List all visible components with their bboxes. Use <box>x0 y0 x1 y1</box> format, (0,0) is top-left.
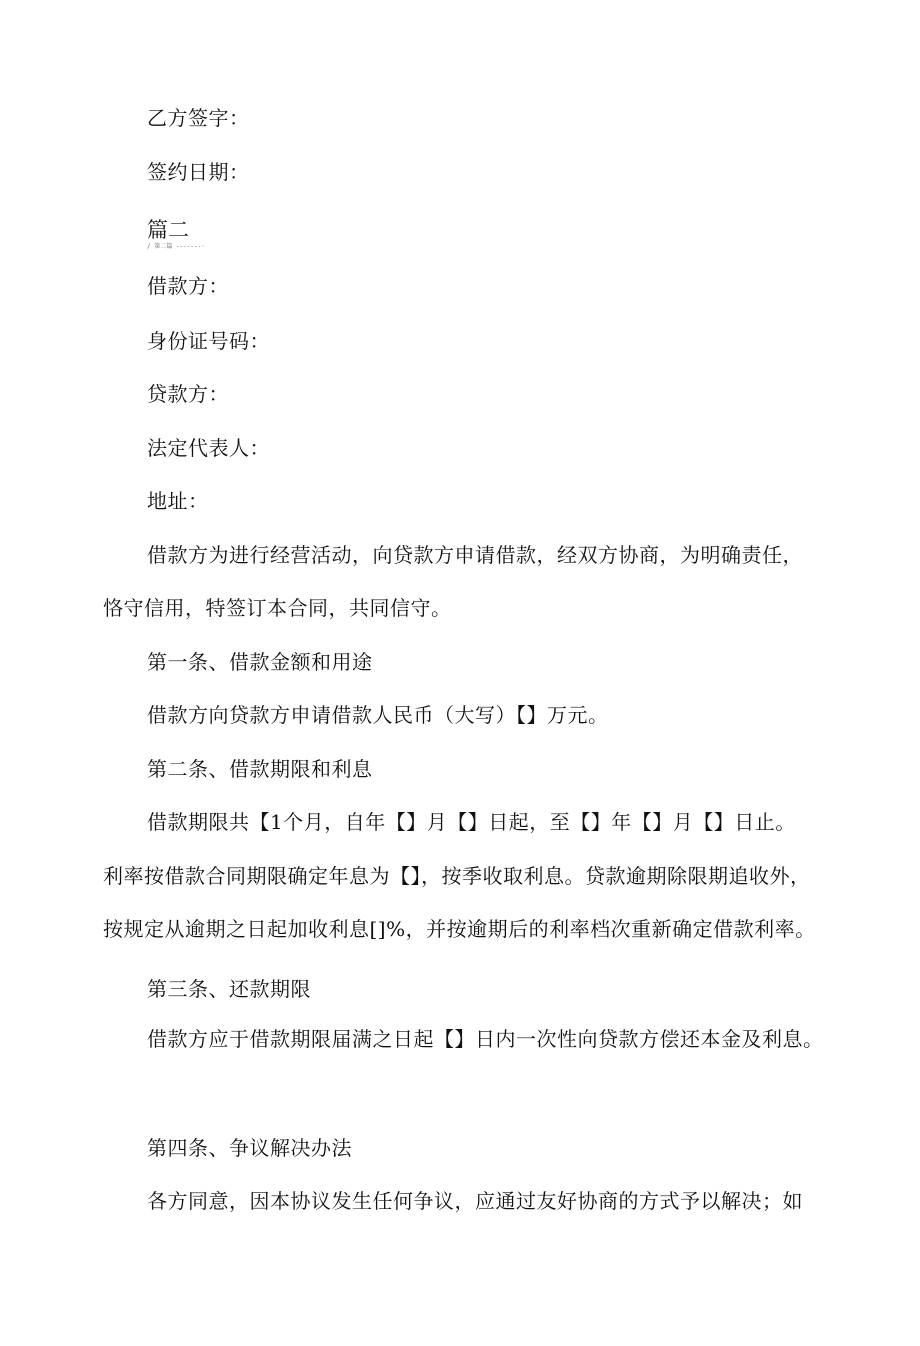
intro-paragraph-line-2: 恪守信用，特签订本合同，共同信守。 <box>103 596 452 620</box>
article-2-body-line-2: 利率按借款合同期限确定年息为【】，按季收取利息。贷款逾期除限期追收外， <box>103 864 811 888</box>
article-1-title: 第一条、借款金额和用途 <box>147 650 373 674</box>
id-number-label: 身份证号码： <box>147 329 270 353</box>
article-2-title: 第二条、借款期限和利息 <box>147 757 373 781</box>
section-heading-subtext: / 第二篇 -------· <box>147 243 205 250</box>
article-2-body-line-1: 借款期限共【1个月，自年【】月【】日起，至【】年【】月【】日止。 <box>147 810 796 834</box>
article-4-title: 第四条、争议解决办法 <box>147 1136 352 1160</box>
article-3-title: 第三条、还款期限 <box>147 977 311 1001</box>
address-label: 地址： <box>147 489 209 513</box>
borrower-label: 借款方： <box>147 274 229 298</box>
article-4-body-line-1: 各方同意，因本协议发生任何争议，应通过友好协商的方式予以解决；如 <box>147 1189 803 1213</box>
legal-representative-label: 法定代表人： <box>147 436 270 460</box>
sign-date-label: 签约日期： <box>147 160 250 184</box>
article-2-body-line-3: 按规定从逾期之日起加收利息[]%，并按逾期后的利率档次重新确定借款利率。 <box>103 917 816 941</box>
article-3-body: 借款方应于借款期限届满之日起【】日内一次性向贷款方偿还本金及利息。 <box>147 1027 824 1051</box>
lender-label: 贷款方： <box>147 382 229 406</box>
party-b-signature-label: 乙方签字： <box>147 106 250 130</box>
intro-paragraph-line-1: 借款方为进行经营活动，向贷款方申请借款，经双方协商，为明确责任， <box>147 543 803 567</box>
article-1-body: 借款方向贷款方申请借款人民币（大写）【】万元。 <box>147 703 609 727</box>
section-heading: 篇二 <box>147 218 189 242</box>
